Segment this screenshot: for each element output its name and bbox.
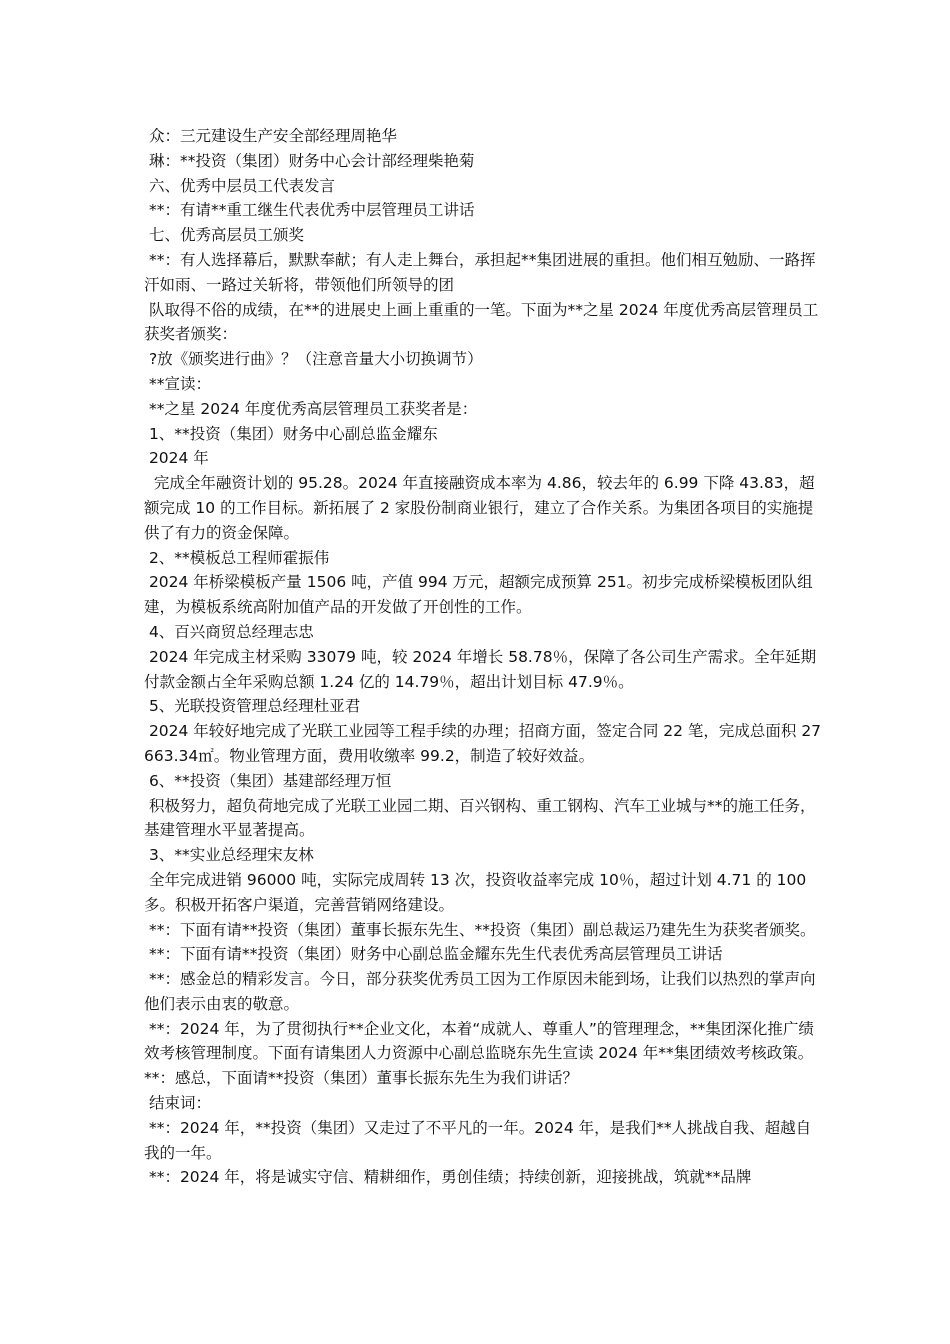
paragraph: **：2024 年，**投资（集团）又走过了不平凡的一年。2024 年，是我们**人挑战自我、超越自我的一年。 <box>144 1118 812 1162</box>
paragraph: 2024 年完成主材采购 33079 吨，较 2024 年增长 58.78％，保障了各公司生产需求。全年延期付款金额占全年采购总额 1.24 亿的 14.79％，超出计划目标 47.9％。 <box>144 647 817 691</box>
paragraph: 积极努力，超负荷地完成了光联工业园二期、百兴钢构、重工钢构、汽车工业城与**的施工任务，基建管理水平显著提高。 <box>144 796 816 840</box>
section-heading: 六、优秀中层员工代表发言 <box>144 176 335 195</box>
paragraph: ?放《颁奖进行曲》？（注意音量大小切换调节） <box>144 350 483 369</box>
awardee-heading: 2、**模板总工程师霍振伟 <box>144 548 330 567</box>
paragraph: **：下面有请**投资（集团）董事长振东先生、**投资（集团）副总裁运乃建先生为获奖者颁奖。 <box>144 920 816 939</box>
paragraph: 琳：**投资（集团）财务中心会计部经理柴艳菊 <box>144 151 475 170</box>
paragraph: **：有请**重工继生代表优秀中层管理员工讲话 <box>144 201 475 220</box>
section-heading: 七、优秀高层员工颁奖 <box>144 226 304 245</box>
paragraph: **：有人选择幕后，默默奉献；有人走上舞台，承担起**集团进展的重担。他们相互勉励、一路挥汗如雨、一路过关斩将，带领他们所领导的团 <box>144 250 816 294</box>
paragraph: 队取得不俗的成绩，在**的进展史上画上重重的一笔。下面为**之星 2024 年度优秀高层管理员工获奖者颁奖： <box>144 300 819 344</box>
document-body <box>144 124 824 1190</box>
section-heading: 结束词： <box>144 1094 211 1113</box>
paragraph: 2024 年 <box>144 449 209 468</box>
paragraph: **宣读： <box>144 374 211 393</box>
awardee-heading: 6、**投资（集团）基建部经理万恒 <box>144 771 392 790</box>
paragraph: 2024 年桥梁模板产量 1506 吨，产值 994 万元，超额完成预算 251。初步完成桥梁模板团队组建，为模板系统高附加值产品的开发做了开创性的工作。 <box>144 573 813 617</box>
awardee-heading: 3、**实业总经理宋友林 <box>144 846 314 865</box>
paragraph: 全年完成进销 96000 吨，实际完成周转 13 次，投资收益率完成 10％，超过计划 4.71 的 100 多。积极开拓客户渠道，完善营销网络建设。 <box>144 870 812 914</box>
paragraph: 众：三元建设生产安全部经理周艳华 <box>144 127 397 145</box>
paragraph: **：感金总的精彩发言。今日，部分获奖优秀员工因为工作原因未能到场，让我们以热烈的掌声向他们表示由衷的敬意。 <box>144 970 816 1013</box>
paragraph: 2024 年较好地完成了光联工业园等工程手续的办理；招商方面，签定合同 22 笔，完成总面积 27663.34㎡。物业管理方面，费用收缴率 99.2，制造了较好效益。 <box>144 722 822 765</box>
paragraph: 完成全年融资计划的 95.28。2024 年直接融资成本率为 4.86，较去年的 6.99 下降 43.83，超额完成 10 的工作目标。新拓展了 2 家股份制商业银行，建立了合作关系。为集团各项目的实施提供了有力的资金保障。 <box>144 474 815 542</box>
awardee-heading: 5、光联投资管理总经理杜亚君 <box>144 697 361 716</box>
paragraph: **：下面有请**投资（集团）财务中心副总监金耀东先生代表优秀高层管理员工讲话 <box>144 945 723 964</box>
paragraph: **之星 2024 年度优秀高层管理员工获奖者是： <box>144 399 478 418</box>
awardee-heading: 4、百兴商贸总经理志忠 <box>144 622 314 641</box>
paragraph: **：2024 年，将是诚实守信、精耕细作，勇创佳绩；持续创新，迎接挑战，筑就**品牌 <box>144 1168 752 1187</box>
paragraph: **：2024 年，为了贯彻执行**企业文化，本着“成就人、尊重人”的管理理念，**集团深化推广绩效考核管理制度。下面有请集团人力资源中心副总监晓东先生宣读 2024 年**集团绩效考核政策。 **：感总，下面请**投资（集团）董事长振东先生为我们讲话？ <box>144 1019 819 1088</box>
awardee-heading: 1、**投资（集团）财务中心副总监金耀东 <box>144 424 438 443</box>
